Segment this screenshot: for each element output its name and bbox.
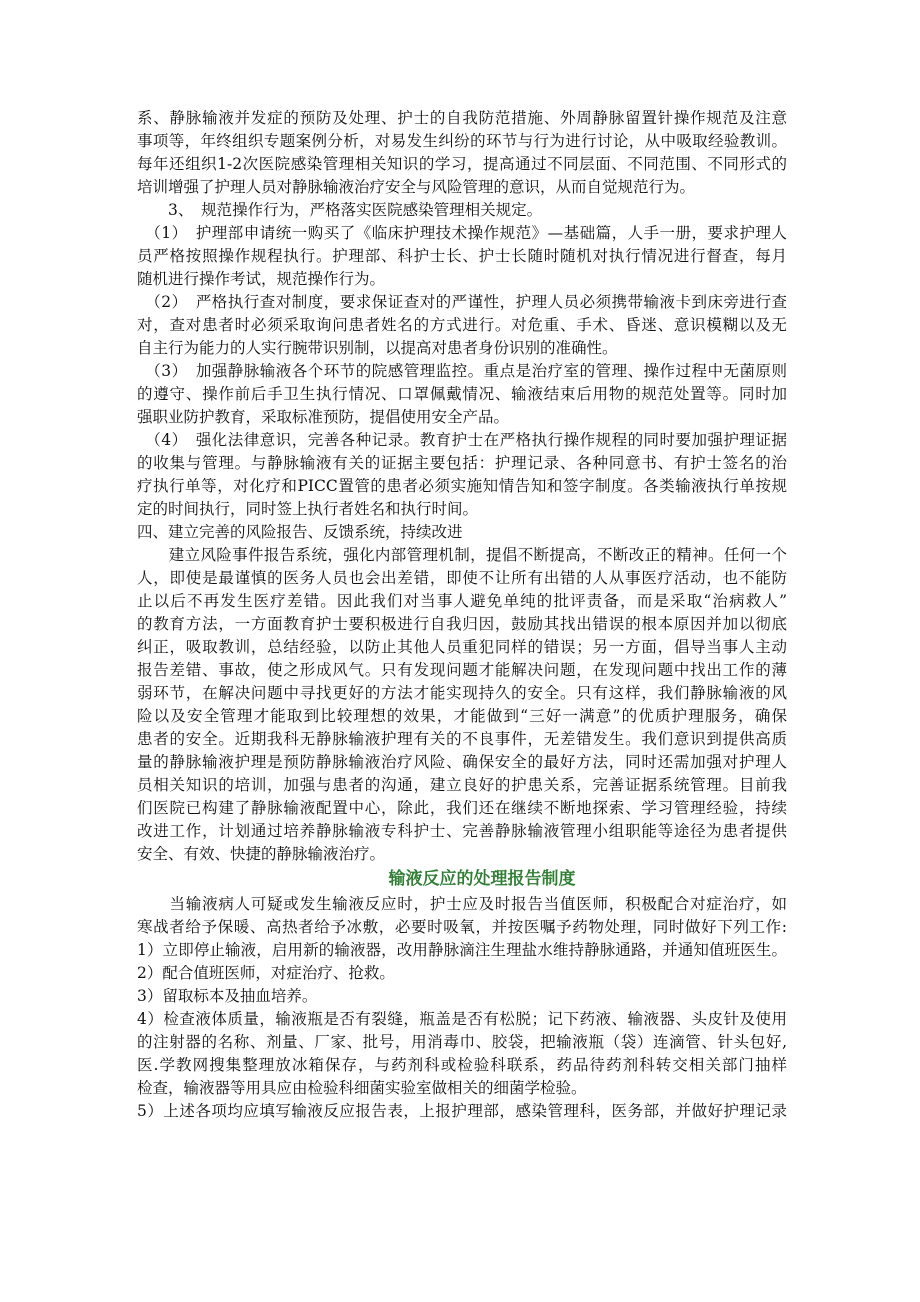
text-line: 当输液病人可疑或发生输液反应时，护士应及时报告当值医师，积极配合对症治疗，如: [137, 895, 787, 913]
text-line: 强职业防护教育，采取标准预防，提倡使用安全产品。: [137, 408, 510, 426]
document-page: [137, 107, 787, 1123]
text-line: 止以后不再发生医疗差错。因此我们对当事人避免单纯的批评责备，而是采取“治病救人”: [137, 592, 787, 610]
text-line: 量的静脉输液护理是预防静脉输液治疗风险、确保安全的最好方法，同时还需加强对护理人: [137, 753, 787, 771]
text-line: 人，即使是最谨慎的医务人员也会出差错，即使不让所有出错的人从事医疗活动，也不能防: [137, 569, 787, 587]
text-line: 建立风险事件报告系统，强化内部管理机制，提倡不断提高，不断改正的精神。任何一个: [137, 546, 787, 564]
list-item: 4）检查液体质量，输液瓶是否有裂缝，瓶盖是否有松脱；记下药液、输液器、头皮针及使用: [137, 1010, 787, 1028]
text-line: 的注射器的名称、剂量、厂家、批号，用消毒巾、胶袋，把输液瓶（袋）连滴管、针头包好,: [137, 1033, 787, 1051]
text-line: 每年还组织1-2次医院感染管理相关知识的学习，提高通过不同层面、不同范围、不同形式的: [137, 155, 787, 173]
list-item: 1）立即停止输液，启用新的输液器，改用静脉滴注生理盐水维持静脉通路，并通知值班医生。: [137, 941, 787, 959]
text-line: 的遵守、操作前后手卫生执行情况、口罩佩戴情况、输液结束后用物的规范处置等。同时加: [137, 385, 787, 403]
text-line: 定的时间执行，同时签上执行者姓名和执行时间。: [137, 500, 479, 518]
text-line: 的教育方法，一方面教育护士要积极进行自我归因，鼓励其找出错误的根本原因并加以彻底: [137, 615, 787, 633]
text-line: 寒战者给予保暖、高热者给予冰敷，必要时吸氧，并按医嘱予药物处理，同时做好下列工作:: [137, 918, 787, 936]
text-line: 培训增强了护理人员对静脉输液治疗安全与风险管理的意识，从而自觉规范行为。: [137, 178, 696, 196]
text-line: （4） 强化法律意识，完善各种记录。教育护士在严格执行操作规程的同时要加强护理证据: [137, 431, 787, 449]
section-heading-4: 四、建立完善的风险报告、反馈系统，持续改进: [137, 523, 463, 541]
text-line: （1） 护理部申请统一购买了《临床护理技术操作规范》—基础篇，人手一册，要求护理人: [137, 224, 787, 242]
text-line: 自主行为能力的人实行腕带识别制，以提高对患者身份识别的准确性。: [137, 339, 618, 357]
text-line: 们医院已构建了静脉输液配置中心，除此，我们还在继续不断地探索、学习管理经验，持续: [137, 799, 787, 817]
text-line: （3） 加强静脉输液各个环节的院感管理监控。重点是治疗室的管理、操作过程中无菌原则: [137, 362, 787, 380]
text-line: 随机进行操作考试，规范操作行为。: [137, 270, 386, 288]
text-line: 安全、有效、快捷的静脉输液治疗。: [137, 845, 386, 863]
section-heading-3: 3、 规范操作行为，严格落实医院感染管理相关规定。: [137, 201, 543, 219]
list-item: 3）留取标本及抽血培养。: [137, 987, 318, 1005]
text-line: 患者的安全。近期我科无静脉输液护理有关的不良事件，无差错发生。我们意识到提供高质: [137, 730, 787, 748]
text-line: 纠正，吸取教训，总结经验，以防止其他人员重犯同样的错误；另一方面，倡导当事人主动: [137, 638, 787, 656]
text-line: 系、静脉输液并发症的预防及处理、护士的自我防范措施、外周静脉留置针操作规范及注意: [137, 109, 787, 127]
text-line: 疗执行单等，对化疗和PICC置管的患者必须实施知情告知和签字制度。各类输液执行单按规: [137, 477, 787, 495]
text-line: 员相关知识的培训，加强与患者的沟通，建立良好的护患关系，完善证据系统管理。目前我: [137, 776, 787, 794]
text-line: 的收集与管理。与静脉输液有关的证据主要包括：护理记录、各种同意书、有护士签名的治: [137, 454, 787, 472]
text-line: 弱环节，在解决问题中寻找更好的方法才能实现持久的安全。只有这样，我们静脉输液的风: [137, 684, 787, 702]
text-line: 报告差错、事故，使之形成风气。只有发现问题才能解决问题，在发现问题中找出工作的薄: [137, 661, 787, 679]
list-item: 5）上述各项均应填写输液反应报告表，上报护理部，感染管理科，医务部，并做好护理记录: [137, 1102, 787, 1120]
text-line: 事项等，年终组织专题案例分析，对易发生纠纷的环节与行为进行讨论，从中吸取经验教训。: [137, 132, 787, 150]
text-line: 改进工作，计划通过培养静脉输液专科护士、完善静脉输液管理小组职能等途径为患者提供: [137, 822, 787, 840]
text-line: 员严格按照操作规程执行。护理部、科护士长、护士长随时随机对执行情况进行督查，每月: [137, 247, 787, 265]
text-line: 对，查对患者时必须采取询问患者姓名的方式进行。对危重、手术、昏迷、意识模糊以及无: [137, 316, 787, 334]
text-line: 检查，输液器等用具应由检验科细菌实验室做相关的细菌学检验。: [137, 1079, 587, 1097]
text-line: （2） 严格执行查对制度，要求保证查对的严谨性，护理人员必须携带输液卡到床旁进行查: [137, 293, 787, 311]
text-line: 险以及安全管理才能取到比较理想的效果，才能做到“三好一满意”的优质护理服务，确保: [137, 707, 787, 725]
text-line: 医.学教网搜集整理放冰箱保存，与药剂科或检验科联系，药品待药剂科转交相关部门抽样: [137, 1056, 787, 1074]
doc-heading: 输液反应的处理报告制度: [388, 869, 576, 889]
list-item: 2）配合值班医师，对症治疗、抢救。: [137, 964, 395, 982]
